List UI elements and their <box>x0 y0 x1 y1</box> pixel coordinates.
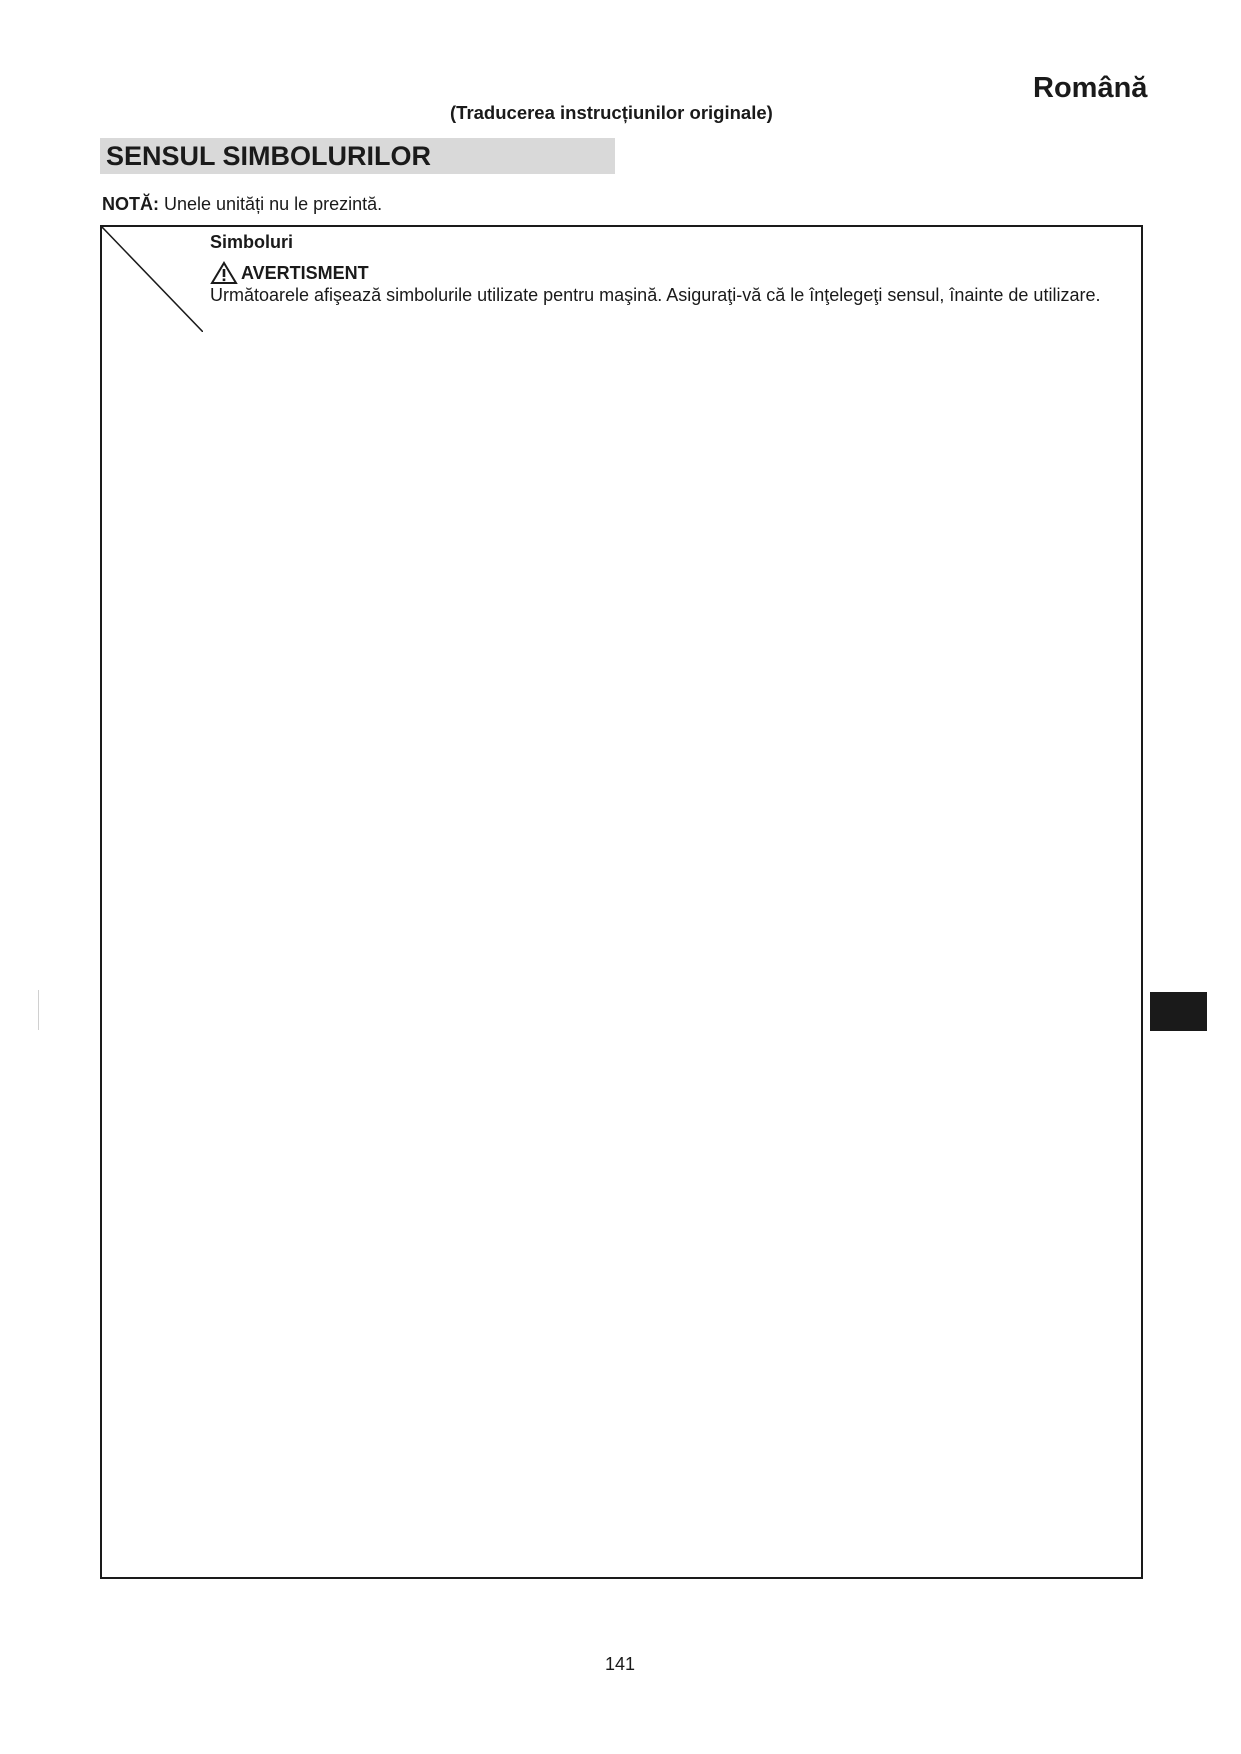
note-text: Unele unități nu le prezintă. <box>159 194 383 214</box>
section-title: SENSUL SIMBOLURILOR <box>100 138 615 174</box>
table-header-title: Simboluri <box>210 232 294 252</box>
symbols-table <box>100 225 1143 1579</box>
table-header <box>210 231 1134 305</box>
scan-edge-line <box>38 990 39 1030</box>
warning-label: AVERTISMENT <box>241 262 369 283</box>
language-label: Română <box>1033 72 1148 104</box>
header-diagonal <box>102 227 203 332</box>
warning-triangle-small-icon <box>210 261 238 285</box>
side-tab-marker <box>1150 992 1207 1031</box>
note-label: NOTĂ: <box>102 194 159 214</box>
warning-line <box>210 261 1134 285</box>
warning-text: Următoarele afişează simbolurile utilizate pentru maşină. Asiguraţi-vă că le înţelegeţi sensul, înainte de utilizare. <box>210 285 1101 305</box>
note <box>102 194 382 215</box>
page-number: 141 <box>605 1654 636 1674</box>
document-subtitle: (Traducerea instrucțiunilor originale) <box>450 102 773 123</box>
